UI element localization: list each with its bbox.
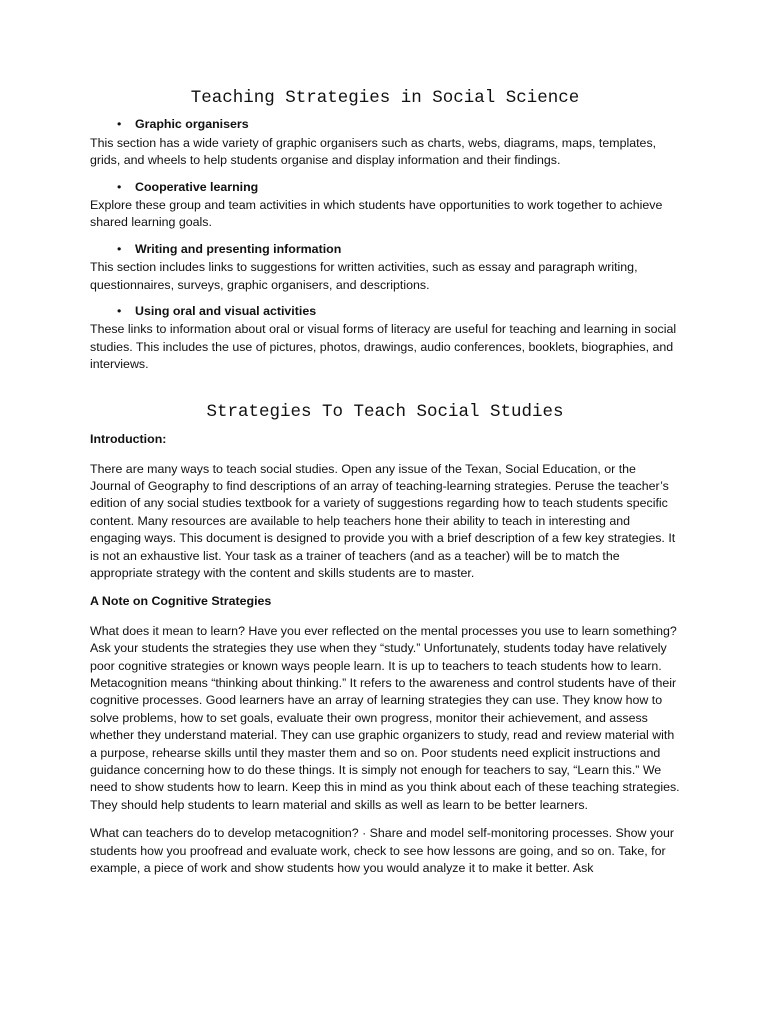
bullet-description: This section includes links to suggestions for written activities, such as essay and paragraph writing, questionnaires, surveys, graphic organisers, and descriptions.	[90, 260, 638, 292]
introduction-paragraph: There are many ways to teach social studies. Open any issue of the Texan, Social Education, or the Journal of Geography to find descriptions of an array of teaching-learning strategies. Peruse the teacher’s edition of any social studies textbook for a variety of suggestions regarding how to teach students specific content. Many resources are available to help teachers hone their ability to teach in interesting and engaging ways. This document is designed to provide you with a brief description of a few key strategies. It is not an exhaustive list. Your task as a trainer of teachers (and as a teacher) will be to match the appropriate strategy with the content and skills students are to master.	[90, 461, 676, 580]
bullet-heading: Graphic organisers	[135, 117, 249, 132]
bullet-description: This section has a wide variety of graphic organisers such as charts, webs, diagrams, maps, templates, grids, and wheels to help students organise and display information and their findings.	[90, 135, 657, 168]
metacognition-paragraph: What can teachers do to develop metacognition? · Share and model self-monitoring processes. Show your students how you proofread and evaluate work, check to see how lessons are going, and so on. Take, for example, a piece of work and show students how you would analyze it to make it better. Ask	[90, 826, 675, 876]
bullet-description: These links to information about oral or visual forms of literacy are useful for teaching and learning in social studies. This includes the use of pictures, photos, drawings, audio conferences, booklets, biographies, and interviews.	[90, 322, 677, 372]
cognitive-strategies-paragraph: What does it mean to learn? Have you ever reflected on the mental processes you use to learn something? Ask your students the strategies they use when they “study.” Unfortunately, students today have relatively poor cognitive strategies or known ways people learn. It is up to teachers to teach students how to learn. Metacognition means “thinking about thinking.” It refers to the awareness and control students have of their cognitive processes. Good learners have an array of learning strategies they can use. They know how to solve problems, how to set goals, evaluate their own progress, monitor their achievement, and assess whether they understand material. They can use graphic organizers to study, read and review material with a purpose, rehearse skills until they master them and so on. Poor students need explicit instructions and guidance concerning how to do these things. It is simply not enough for teachers to say, “Learn this.” We need to show students how to learn. Keep this in mind as you think about each of these teaching strategies. They should help students to learn material and skills as well as learn to be better learners.	[90, 623, 680, 812]
bullet-item	[90, 179, 680, 232]
section-title: Strategies To Teach Social Studies	[206, 401, 564, 422]
bullet-icon: •	[117, 117, 122, 132]
cognitive-strategies-heading: A Note on Cognitive Strategies	[90, 594, 272, 609]
bullet-heading-row	[90, 116, 680, 133]
bullet-heading: Using oral and visual activities	[135, 304, 317, 319]
bullet-item	[90, 241, 680, 294]
document-title: Teaching Strategies in Social Science	[190, 88, 580, 108]
bullet-icon: •	[117, 304, 122, 319]
bullet-heading-row	[90, 303, 680, 320]
bullet-description: Explore these group and team activities in which students have opportunities to work together to achieve shared learning goals.	[90, 198, 663, 230]
bullet-item	[90, 303, 680, 374]
introduction-heading: Introduction:	[90, 432, 167, 447]
bullet-heading: Cooperative learning	[135, 179, 259, 194]
bullet-heading-row	[90, 179, 680, 196]
document-page	[90, 90, 680, 888]
bullet-heading: Writing and presenting information	[135, 241, 342, 256]
bullet-item	[90, 116, 680, 169]
bullet-icon: •	[117, 241, 122, 256]
bullet-icon: •	[117, 179, 122, 194]
bullet-heading-row	[90, 241, 680, 258]
